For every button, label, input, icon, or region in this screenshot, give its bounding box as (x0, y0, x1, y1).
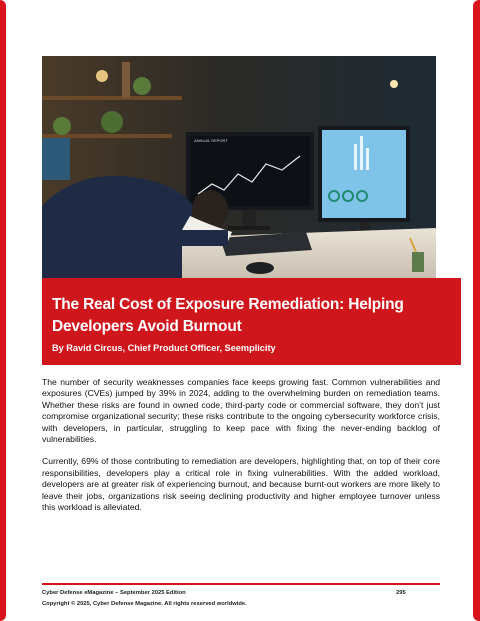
monitor-label: ANNUAL REPORT (194, 138, 228, 143)
footer-edition: Cyber Defense eMagazine – September 2025 Edition (42, 590, 186, 596)
article-title: The Real Cost of Exposure Remediation: Helping Developers Avoid Burnout (52, 296, 404, 335)
footer-divider (42, 583, 440, 585)
article-body (42, 377, 440, 524)
paragraph: Currently, 69% of those contributing to remediation are developers, highlighting that, on top of their core responsibilities, developers play a critical role in fixing vulnerabilities. With the added workload, developers are at greater risk of experiencing burnout, and because burnt-out workers are more likely to leave their jobs, organizations risk seeing declining productivity and higher employee turnover unless this workload is alleviated. (42, 456, 440, 513)
right-edge-bar (473, 0, 480, 621)
footer-copyright: Copyright © 2025, Cyber Defense Magazine. All rights reserved worldwide. (42, 601, 247, 607)
office-scene-illustration (42, 56, 436, 278)
left-edge-bar (0, 0, 6, 621)
paragraph: The number of security weaknesses companies face keeps growing fast. Common vulnerabilities and exposures (CVEs) jumped by 39% in 2024, adding to the overwhelming burden on remediation teams. Whether these risks are found in owned code, third-party code or commercial software, they don’t just compromise organizational security; these risks contribute to the ongoing cybersecurity workforce crisis, with developers, in particular, struggling to keep pace with fixing the never-ending backlog of vulnerabilities. (42, 377, 440, 445)
title-banner (42, 278, 461, 365)
article-byline: By Ravid Circus, Chief Product Officer, Seemplicity (52, 343, 276, 353)
hero-photo (42, 56, 436, 278)
page-number: 295 (396, 590, 406, 596)
